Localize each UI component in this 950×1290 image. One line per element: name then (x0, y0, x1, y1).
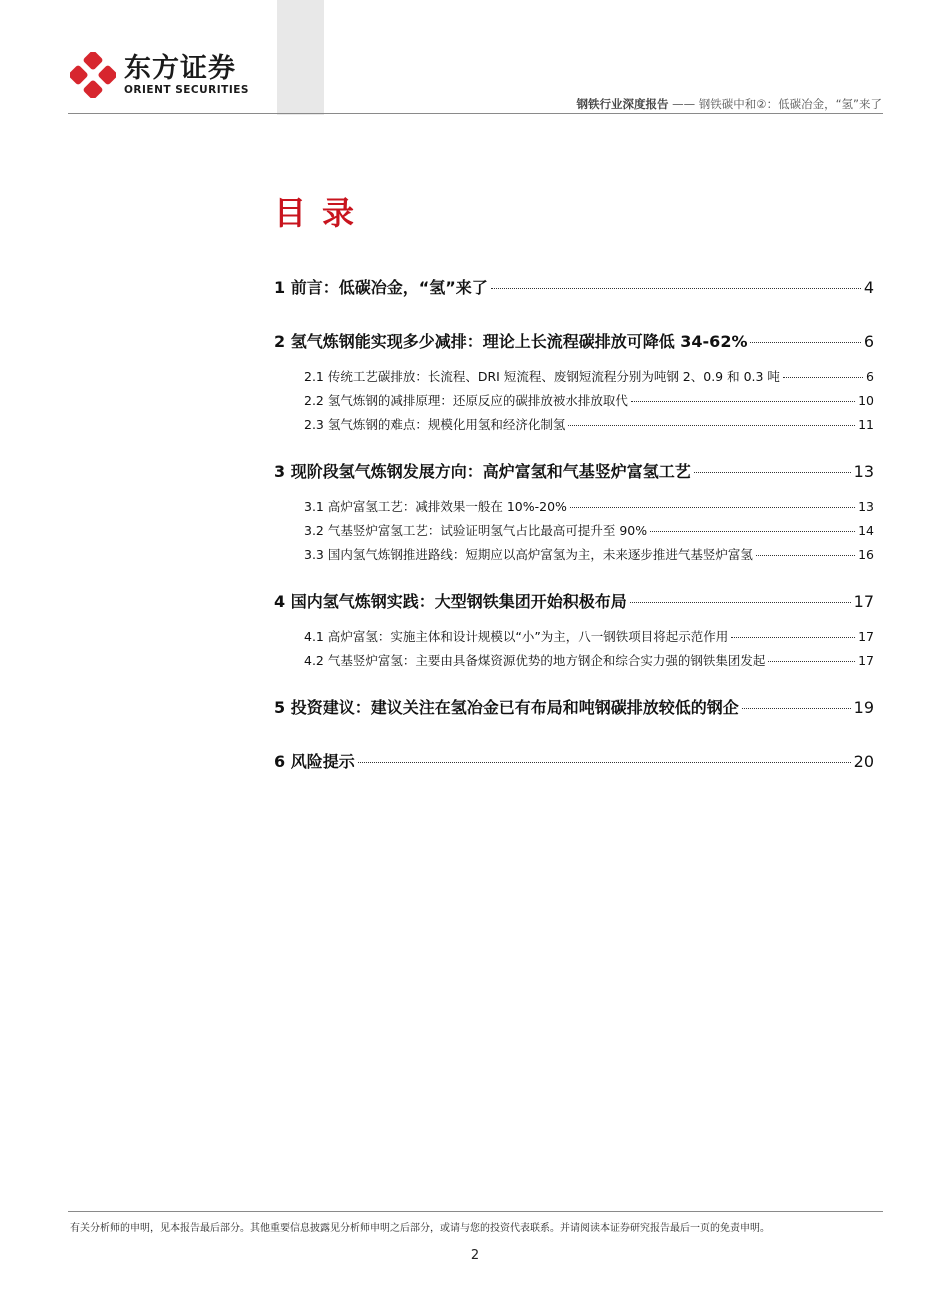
header-decor-bar (277, 0, 324, 115)
toc-page-number: 13 (853, 462, 874, 481)
toc-entry[interactable] (274, 415, 874, 439)
toc-entry[interactable] (274, 497, 874, 521)
toc-dot-leader (756, 555, 855, 556)
toc-dot-leader (768, 661, 855, 662)
toc-dot-leader (742, 708, 851, 709)
logo-cn: 东方证券 (124, 52, 236, 84)
toc-entry[interactable] (274, 695, 874, 721)
toc-title: 目录 (274, 194, 371, 232)
toc-entry[interactable] (274, 627, 874, 651)
company-logo (70, 52, 249, 98)
toc-dot-leader (783, 377, 863, 378)
header-report-title (576, 96, 882, 112)
toc-dot-leader (568, 425, 855, 426)
toc-entry-text: 4.2 气基竖炉富氢：主要由具备煤资源优势的地方钢企和综合实力强的钢铁集团发起 (304, 653, 766, 668)
footer-divider (68, 1211, 883, 1212)
toc-page-number: 4 (863, 278, 874, 297)
toc-page-number: 13 (858, 499, 874, 514)
toc-page-number: 20 (853, 752, 874, 771)
page-number: 2 (470, 1248, 480, 1263)
toc-entry-text: 1 前言：低碳冶金，“氢”来了 (274, 278, 488, 297)
toc-entry-text: 3.3 国内氢气炼钢推进路线：短期应以高炉富氢为主，未来逐步推进气基竖炉富氢 (304, 547, 753, 562)
toc-page-number: 17 (853, 592, 874, 611)
toc-entry-text: 2.3 氢气炼钢的难点：规模化用氢和经济化制氢 (304, 417, 566, 432)
logo-mark-icon (70, 52, 116, 98)
toc-dot-leader (570, 507, 855, 508)
toc-page-number: 16 (858, 547, 874, 562)
toc-dot-leader (358, 762, 851, 763)
toc-entry[interactable] (274, 275, 874, 301)
toc-entry-text: 3 现阶段氢气炼钢发展方向：高炉富氢和气基竖炉富氢工艺 (274, 462, 691, 481)
toc-entry[interactable] (274, 749, 874, 775)
toc-entry[interactable] (274, 651, 874, 675)
toc-page-number: 17 (858, 653, 874, 668)
toc-entry-text: 5 投资建议：建议关注在氢冶金已有布局和吨钢碳排放较低的钢企 (274, 698, 739, 717)
toc-dot-leader (731, 637, 855, 638)
toc-dot-leader (650, 531, 855, 532)
report-type: 钢铁行业深度报告 (576, 97, 669, 111)
toc-page-number: 6 (863, 332, 874, 351)
table-of-contents (274, 275, 874, 775)
toc-page-number: 10 (858, 393, 874, 408)
toc-entry-text: 3.2 气基竖炉富氢工艺：试验证明氢气占比最高可提升至 90% (304, 523, 648, 538)
toc-entry[interactable] (274, 459, 874, 485)
toc-entry-text: 2 氢气炼钢能实现多少减排：理论上长流程碳排放可降低 34-62% (274, 332, 748, 351)
toc-entry-text: 4 国内氢气炼钢实践：大型钢铁集团开始积极布局 (274, 592, 627, 611)
toc-page-number: 17 (858, 629, 874, 644)
toc-entry-text: 4.1 高炉富氢：实施主体和设计规模以“小”为主，八一钢铁项目将起示范作用 (304, 629, 729, 644)
report-subtitle: 钢铁碳中和②：低碳冶金，“氢”来了 (698, 97, 882, 111)
toc-dot-leader (491, 288, 861, 289)
logo-en: ORIENT SECURITIES (124, 83, 249, 96)
toc-page-number: 6 (866, 369, 874, 384)
toc-dot-leader (630, 602, 851, 603)
toc-dot-leader (631, 401, 855, 402)
toc-dot-leader (750, 342, 860, 343)
header-divider (68, 113, 883, 114)
toc-entry[interactable] (274, 367, 874, 391)
toc-page-number: 11 (858, 417, 874, 432)
toc-entry-text: 2.2 氢气炼钢的减排原理：还原反应的碳排放被水排放取代 (304, 393, 628, 408)
toc-entry[interactable] (274, 329, 874, 355)
toc-entry-text: 6 风险提示 (274, 752, 355, 771)
report-sep: —— (668, 97, 699, 111)
toc-entry-text: 2.1 传统工艺碳排放：长流程、DRI 短流程、废钢短流程分别为吨钢 2、0.9 和 0.3 吨 (304, 369, 780, 384)
toc-entry[interactable] (274, 391, 874, 415)
footer-disclaimer: 有关分析师的申明，见本报告最后部分。其他重要信息披露见分析师申明之后部分，或请与您的投资代表联系。并请阅读本证券研究报告最后一页的免责申明。 (70, 1223, 770, 1234)
toc-page-number: 14 (858, 523, 874, 538)
toc-entry[interactable] (274, 521, 874, 545)
toc-page-number: 19 (853, 698, 874, 717)
toc-entry[interactable] (274, 589, 874, 615)
toc-dot-leader (694, 472, 851, 473)
toc-entry[interactable] (274, 545, 874, 569)
toc-entry-text: 3.1 高炉富氢工艺：减排效果一般在 10%-20% (304, 499, 567, 514)
